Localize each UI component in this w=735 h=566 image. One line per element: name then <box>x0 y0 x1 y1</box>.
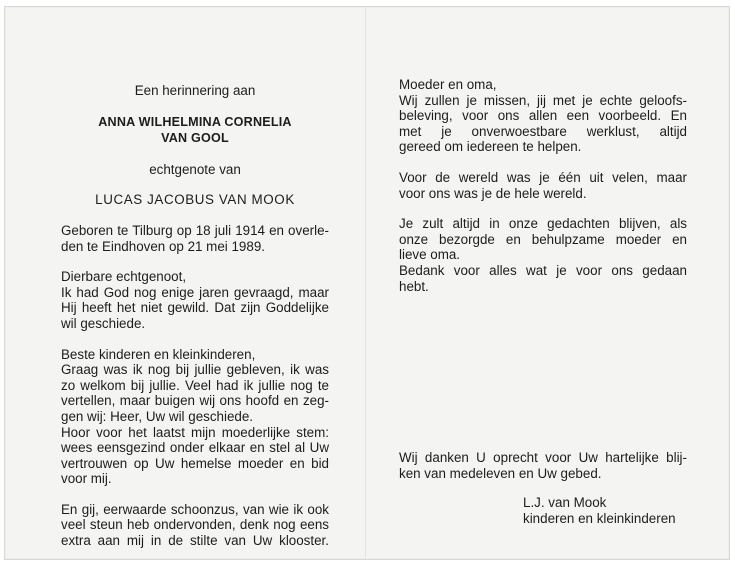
spouse-name: LUCAS JACOBUS VAN MOOK <box>95 192 295 208</box>
text-line: vertellen, maar buigen wij ons hoofd en zeg- <box>61 393 329 409</box>
text-line: beleving, voor ons allen een voorbeeld. En <box>399 108 687 124</box>
thoughts-paragraph <box>399 216 687 294</box>
text-line: veel steun heb ondervonden, denk nog eens <box>61 517 329 533</box>
spouse-intro: echtgenote van <box>149 161 241 177</box>
text-line: wil geschiede. <box>61 315 146 331</box>
spouse-paragraph <box>61 269 329 331</box>
text-line: wees eensgezind onder elkaar en stel al Uw <box>61 440 329 456</box>
text-line: Voor de wereld was je één uit velen, maar <box>399 169 687 185</box>
memorial-card <box>4 6 730 560</box>
right-page <box>399 77 687 527</box>
signature-family: kinderen en kleinkinderen <box>523 510 676 526</box>
birth-death-paragraph <box>61 223 329 254</box>
text-line: Graag was ik nog bij jullie gebleven, ik was <box>61 362 329 378</box>
world-paragraph <box>399 170 687 201</box>
card-fold <box>365 7 366 559</box>
signature <box>523 495 687 526</box>
text-line: Wij danken U oprecht voor Uw hartelijke blij- <box>399 450 687 466</box>
text-line: ken van medeleven en Uw gebed. <box>399 465 602 481</box>
text-line: den te Eindhoven op 21 mei 1989. <box>61 238 265 254</box>
text-line: Ik had God nog enige jaren gevraagd, maar <box>61 284 329 300</box>
text-line: voor ons was je de hele wereld. <box>399 185 587 201</box>
intro-text: Een herinnering aan <box>134 83 256 98</box>
text-line: lieve oma. <box>399 247 461 263</box>
text-line: gereed om iedereen te helpen. <box>399 139 582 155</box>
text-line: vertrouwen op Uw hemelse moeder en bid <box>61 455 329 471</box>
text-line: Dierbare echtgenoot, <box>61 269 187 285</box>
deceased-name-line1: ANNA WILHELMINA CORNELIA <box>98 114 292 129</box>
text-line: Hoor voor het laatst mijn moederlijke stem: <box>61 424 329 440</box>
text-line: Bedank voor alles wat je voor ons gedaan <box>399 262 687 278</box>
text-line: zo welkom bij jullie. Veel had ik jullie nog te <box>61 377 329 393</box>
sister-in-law-paragraph <box>61 502 329 549</box>
text-line: Je zult altijd in onze gedachten blijven, als <box>399 216 687 232</box>
deceased-name-line2: VAN GOOL <box>161 131 229 146</box>
signature-name: L.J. van Mook <box>523 495 607 511</box>
thanks-paragraph <box>399 450 687 481</box>
text-line: gen wij: Heer, Uw wil geschiede. <box>61 408 254 424</box>
mother-paragraph <box>399 77 687 155</box>
text-line: voor mij. <box>61 471 112 487</box>
text-line: Beste kinderen en kleinkinderen, <box>61 346 256 362</box>
text-line: Geboren te Tilburg op 18 juli 1914 en overle- <box>61 222 329 238</box>
text-line: Hij heeft het niet gewild. Dat zijn Goddelijke <box>61 300 329 316</box>
children-paragraph <box>61 347 329 487</box>
text-line: En gij, eerwaarde schoonzus, van wie ik ook <box>61 501 329 517</box>
text-line: Moeder en oma, <box>399 77 497 92</box>
left-page <box>61 83 329 549</box>
text-line: extra aan mij in de stilte van Uw klooster. <box>61 533 329 549</box>
text-line: Wij zullen je missen, jij met je echte geloofs- <box>399 92 687 108</box>
text-line: onze bezorgde en behulpzame moeder en <box>399 231 687 247</box>
text-line: hebt. <box>399 278 429 294</box>
text-line: met je onverwoestbare werklust, altijd <box>399 123 687 139</box>
